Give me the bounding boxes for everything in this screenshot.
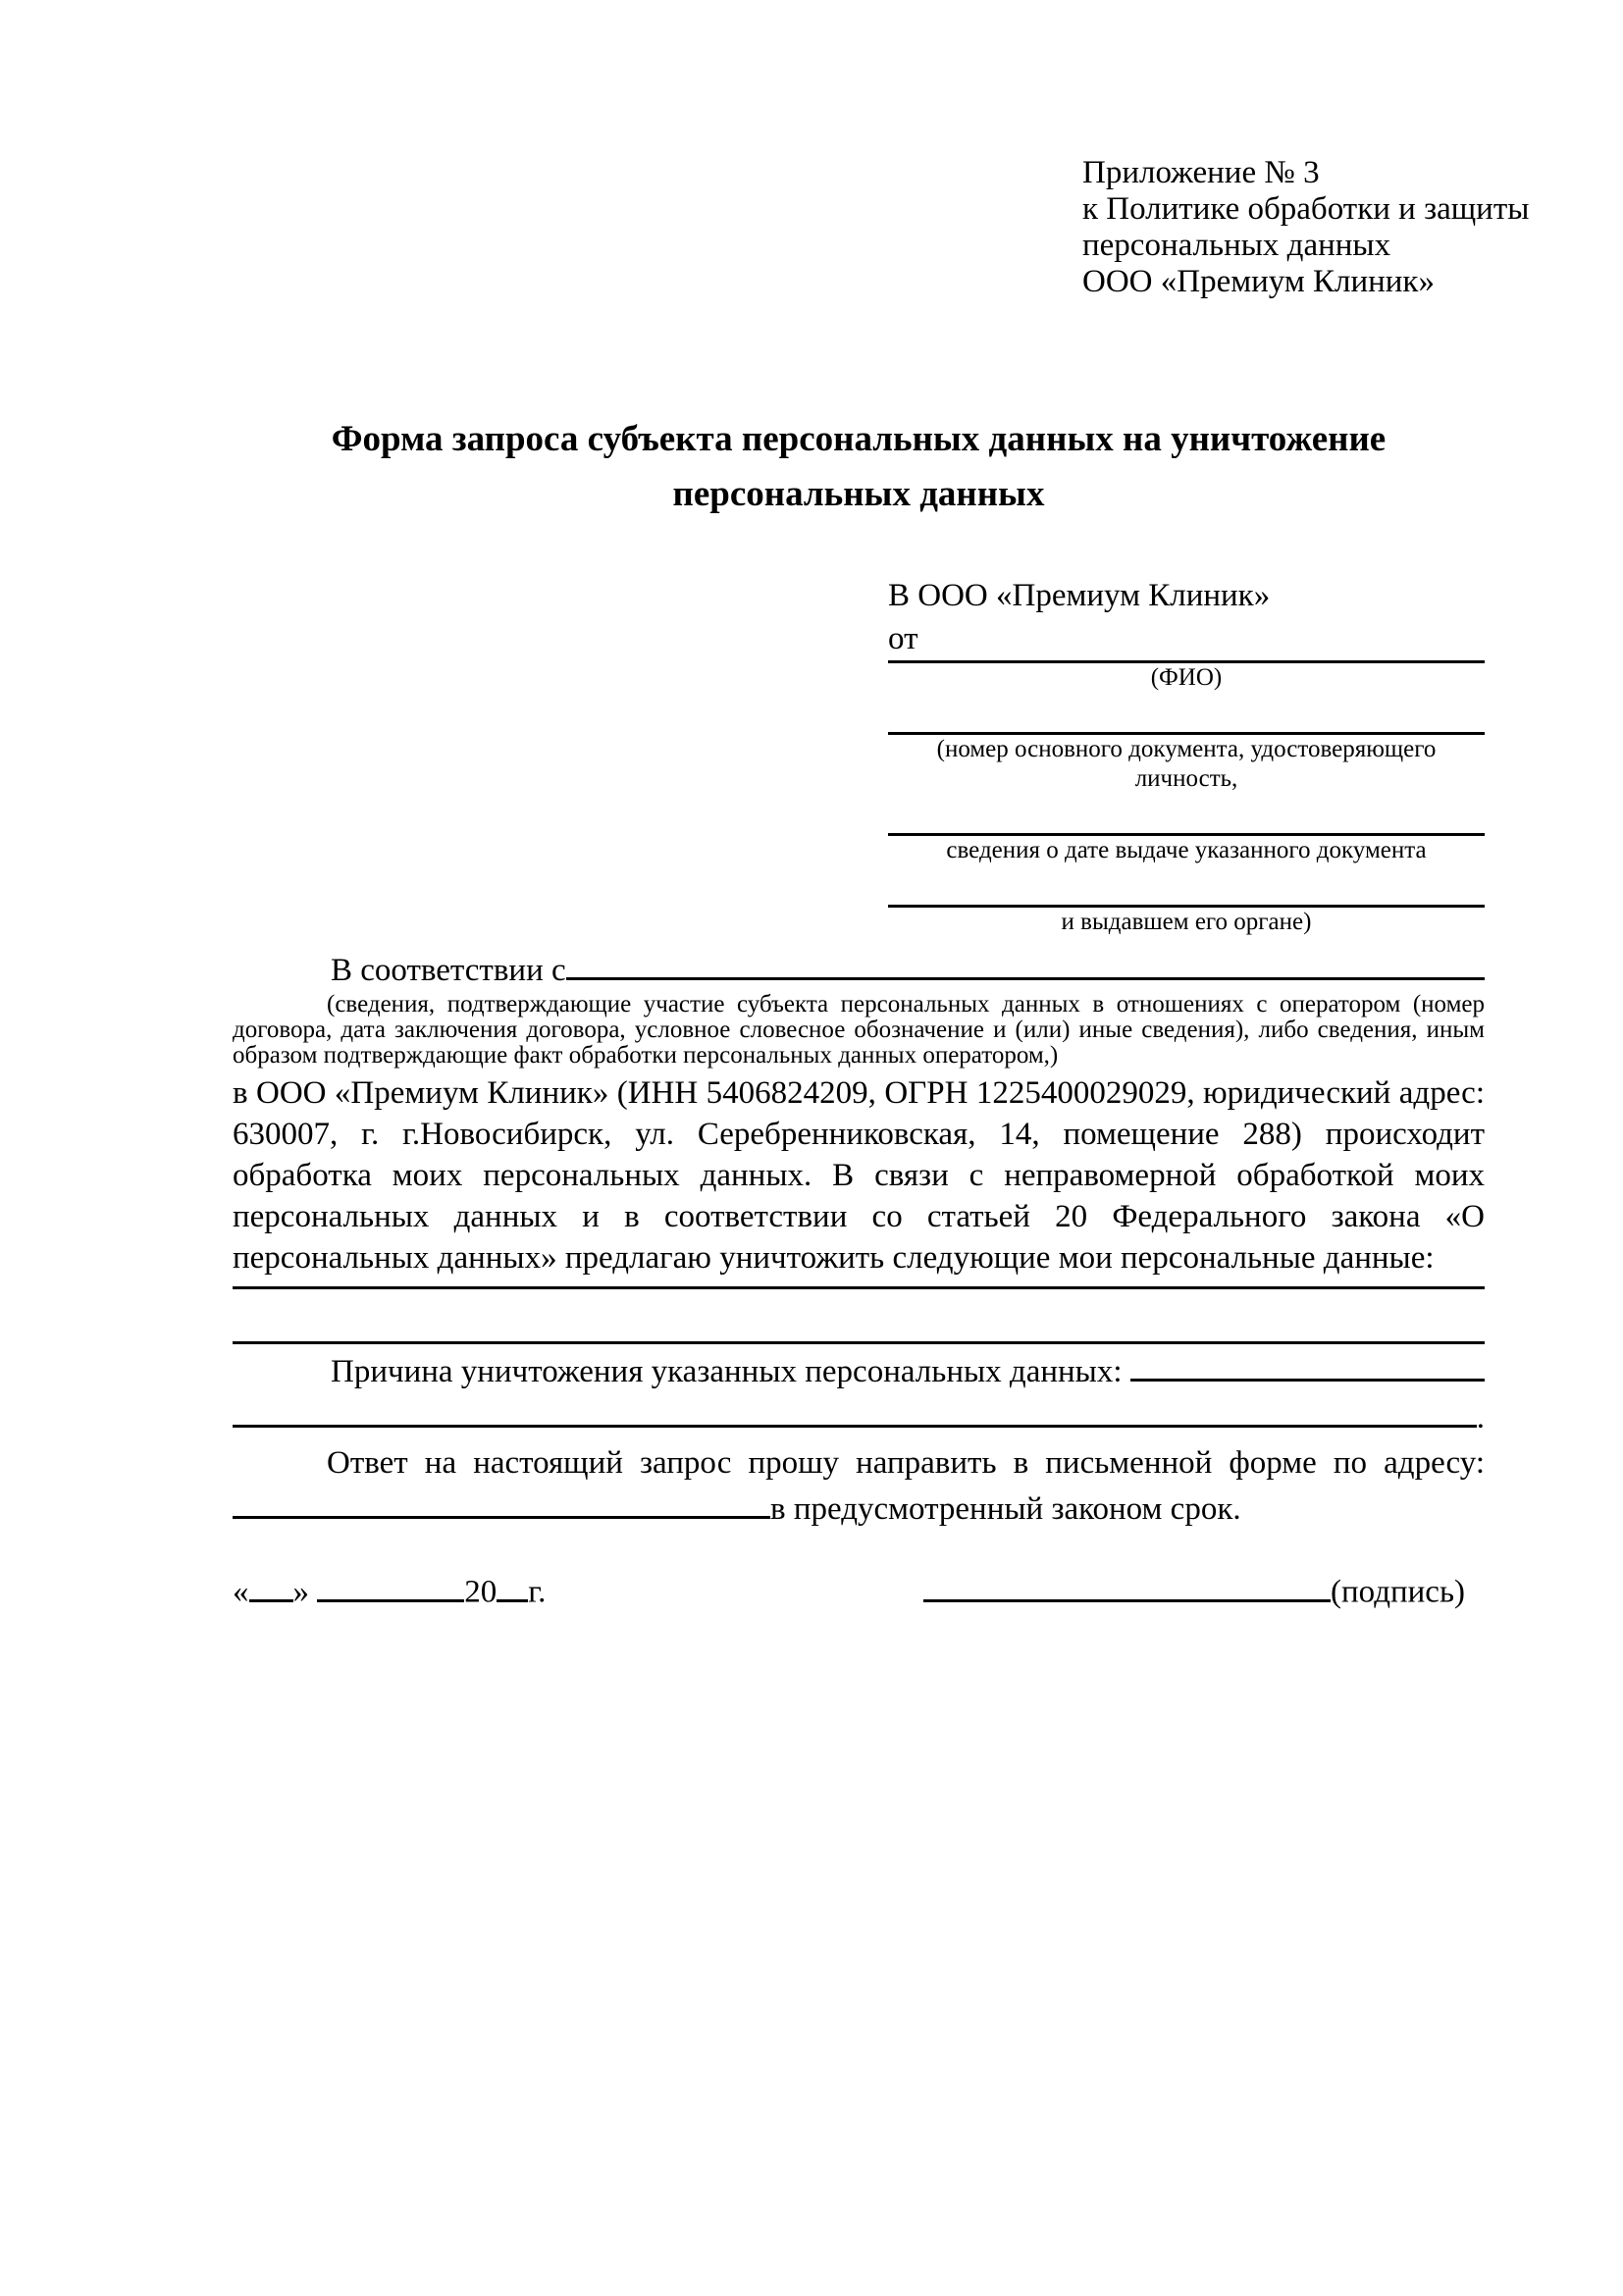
- according-row: [233, 945, 1485, 990]
- appendix-line: Приложение № 3: [1082, 155, 1320, 190]
- reason-blank-line-2: [233, 1392, 1477, 1428]
- issue-date-caption: сведения о дате выдаче указанного документа: [946, 837, 1427, 863]
- addressee-from-label: от: [888, 621, 918, 656]
- document-title: Форма запроса субъекта персональных данных на уничтожение персональных данных: [331, 419, 1387, 514]
- issuing-authority-caption: и выдавшем его органе): [1061, 909, 1312, 935]
- signature-blank-line: [923, 1565, 1331, 1602]
- reason-blank-line: [1130, 1346, 1485, 1382]
- month-blank: [317, 1565, 464, 1602]
- according-blank-line: [566, 945, 1485, 980]
- deadline-text: в предусмотренный законом срок.: [770, 1491, 1241, 1527]
- day-blank: [249, 1565, 293, 1602]
- date-open-quote: «: [233, 1574, 249, 1610]
- appendix-line: к Политике обработки и защиты: [1082, 191, 1530, 227]
- document-body: [233, 945, 1485, 1614]
- data-blank-line-1: [233, 1286, 1485, 1289]
- signature-field: [923, 1565, 1465, 1614]
- reason-label: Причина уничтожения указанных персональных данных:: [331, 1354, 1123, 1389]
- reason-row: [233, 1346, 1485, 1392]
- date-field: [233, 1565, 546, 1614]
- response-request: Ответ на настоящий запрос прошу направить в письменной форме по адресу:: [327, 1445, 1485, 1481]
- year-century: 20: [464, 1574, 497, 1610]
- year-suffix: г.: [528, 1574, 547, 1610]
- appendix-header: [1082, 155, 1529, 300]
- footer-row: [233, 1565, 1485, 1614]
- addressee-block: [888, 574, 1485, 937]
- reason-continuation-row: [233, 1392, 1485, 1438]
- appendix-line: персональных данных: [1082, 228, 1391, 263]
- main-paragraph: в ООО «Премиум Клиник» (ИНН 5406824209, ОГРН 1225400029029, юридический адрес: 630007, г. г.Новосибирск, ул. Серебренниковская, 14, помещение 288) происходит обработка моих персональных данных. В связи с неправомерной обработкой моих персональных данных и в соответствии со статьей 20 Федерального закона «О персональных данных» предлагаю уничтожить следующие мои персональные данные:: [233, 1075, 1485, 1276]
- according-label: В соответствии с: [331, 953, 566, 988]
- address-blank-line: [233, 1484, 770, 1519]
- year-blank: [497, 1565, 528, 1602]
- addressee-to: В ООО «Премиум Клиник»: [888, 578, 1271, 613]
- signature-caption: (подпись): [1331, 1574, 1465, 1610]
- fineprint-note: (сведения, подтверждающие участие субъекта персональных данных в отношениях с оператором (номер договора, дата заключения договора, условное словесное обозначение и (или) иные сведения), либо сведения, иным образом подтверждающие факт обработки персональных данных оператором,): [233, 991, 1485, 1069]
- appendix-line: ООО «Премиум Клиник»: [1082, 264, 1435, 299]
- address-row: [233, 1484, 1485, 1530]
- date-close-quote: »: [292, 1574, 309, 1610]
- line-terminator: .: [1476, 1400, 1485, 1435]
- data-blank-line-2: [233, 1341, 1485, 1344]
- id-document-caption: (номер основного документа, удостоверяющего личность,: [936, 736, 1437, 792]
- fio-caption: (ФИО): [1150, 664, 1223, 691]
